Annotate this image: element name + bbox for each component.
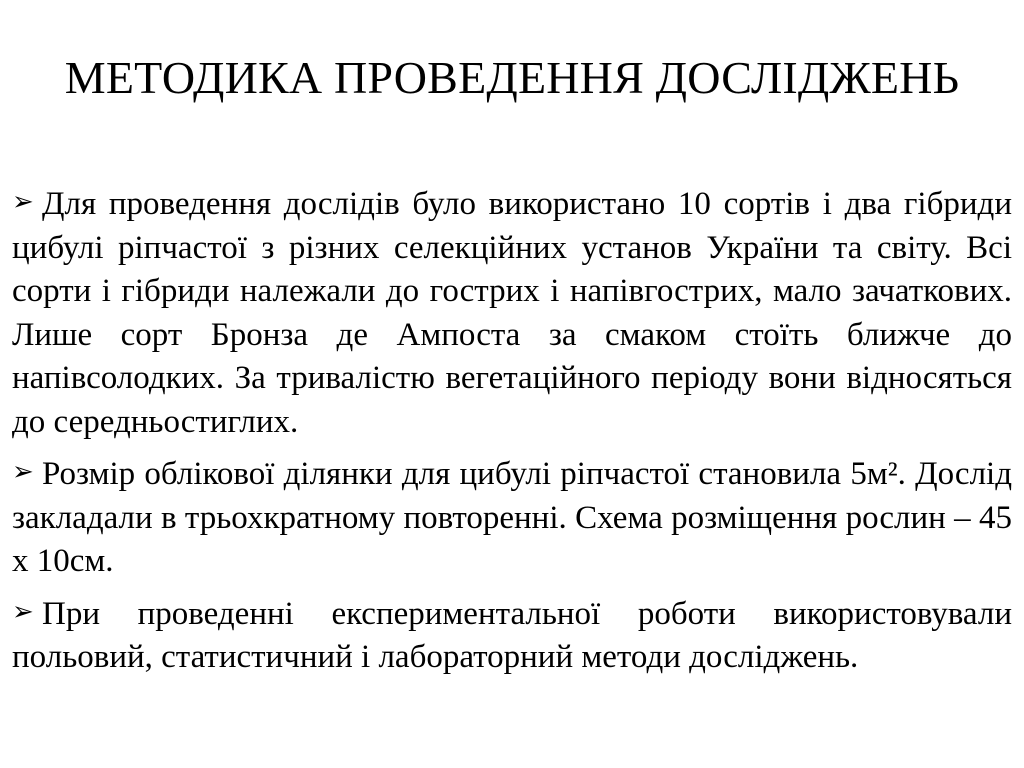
bullet-text: Розмір облікової ділянки для цибулі ріпчастої становила 5м². Дослід закладали в трьохкратному повторенні. Схема розміщення рослин – 45 х 10см.: [12, 456, 1012, 579]
slide-content: [12, 183, 1012, 689]
bullet-text: Для проведення дослідів було використано 10 сортів і два гібриди цибулі ріпчастої з різних селекційних установ України та світу. Всі сорти і гібриди належали до гострих і напівгострих, мало зачаткових. Лише сорт Бронза де Ампоста за смаком стоїть ближче до напівсолодких. За тривалістю вегетаційного періоду вони відносяться до середньостиглих.: [12, 186, 1012, 440]
bullet-item: [12, 453, 1012, 584]
slide-title: МЕТОДИКА ПРОВЕДЕННЯ ДОСЛІДЖЕНЬ: [64, 52, 960, 103]
arrowhead-bullet-icon: ➢: [12, 187, 34, 217]
bullet-text: При проведенні експериментальної роботи використовували польовий, статистичний і лабораторний методи досліджень.: [12, 595, 1012, 675]
arrowhead-bullet-icon: ➢: [12, 457, 34, 487]
arrowhead-bullet-icon: ➢: [12, 596, 34, 627]
bullet-item: [12, 183, 1012, 444]
bullet-item: [12, 593, 1012, 680]
